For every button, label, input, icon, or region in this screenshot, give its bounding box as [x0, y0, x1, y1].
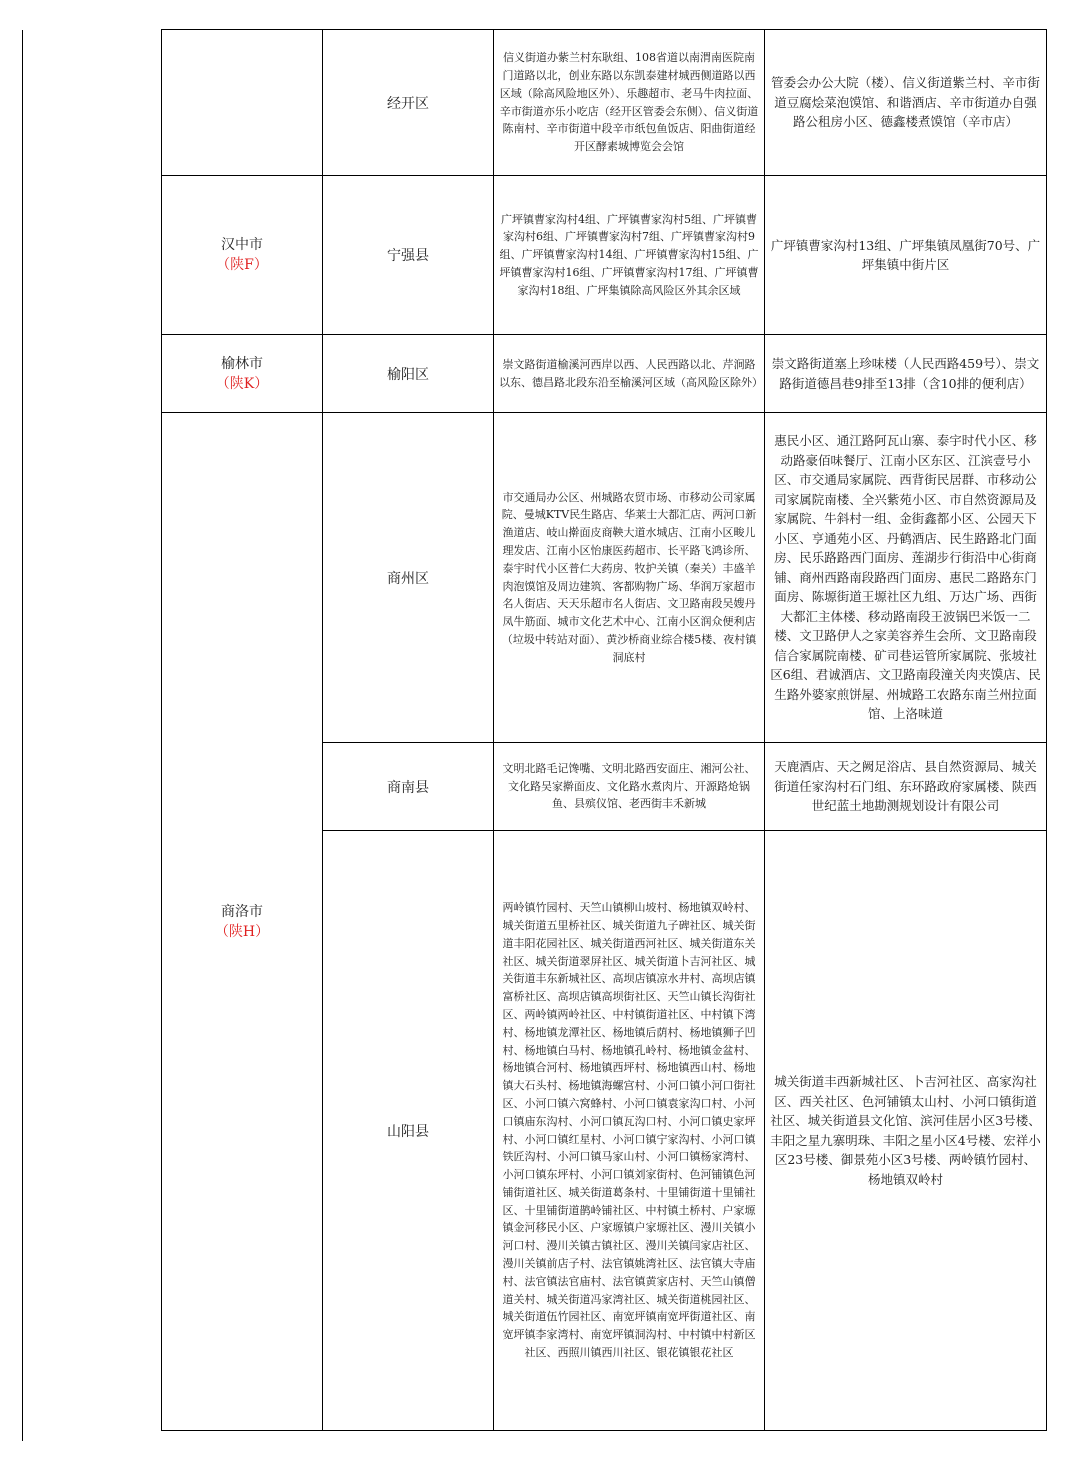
district-cell: 山阳县 — [323, 831, 494, 1431]
high-risk-cell: 文明北路毛记馋嘴、文明北路西安面庄、湘河公社、文化路吴家擀面皮、文化路水煮肉片、开源路炝锅鱼、县殡仪馆、老西街丰禾新城 — [494, 743, 765, 831]
city-name: 汉中市 — [221, 237, 263, 253]
city-cell — [162, 176, 323, 335]
district-cell: 经开区 — [323, 30, 494, 176]
mid-risk-cell: 管委会办公大院（楼）、信义街道紫兰村、辛市街道豆腐烩菜泡馍馆、和谐酒店、辛市街道办自强路公租房小区、德鑫楼煮馍馆（辛市店） — [765, 30, 1047, 176]
district-cell: 宁强县 — [323, 176, 494, 335]
table-row — [162, 30, 1047, 176]
city-cell — [162, 413, 323, 1431]
district-cell: 商南县 — [323, 743, 494, 831]
mid-risk-cell: 城关街道丰西新城社区、卜吉河社区、高家沟社区、西关社区、色河铺镇太山村、小河口镇街道社区、城关街道县文化馆、滨河佳居小区3号楼、丰阳之星九寨明珠、丰阳之星小区4号楼、宏祥小区23号楼、御景苑小区3号楼、两岭镇竹园村、杨地镇双岭村 — [765, 831, 1047, 1431]
table-row — [162, 176, 1047, 335]
city-cell — [162, 335, 323, 413]
risk-area-table — [161, 29, 1047, 1431]
district-cell: 商州区 — [323, 413, 494, 743]
mid-risk-cell: 崇文路街道塞上珍味楼（人民西路459号）、崇文路街道德昌巷9排至13排（含10排的便利店） — [765, 335, 1047, 413]
city-cell-empty — [162, 30, 323, 176]
mid-risk-cell: 广坪镇曹家沟村13组、广坪集镇凤凰街70号、广坪集镇中街片区 — [765, 176, 1047, 335]
table-row — [162, 335, 1047, 413]
mid-risk-cell: 天鹿酒店、天之阙足浴店、县自然资源局、城关街道任家沟村石门组、东环路政府家属楼、陕西世纪蓝土地勘测规划设计有限公司 — [765, 743, 1047, 831]
high-risk-cell: 市交通局办公区、州城路农贸市场、市移动公司家属院、曼城KTV民生路店、华莱士大都汇店、两河口新渔道店、岐山擀面皮商鞅大道水城店、江南小区畯儿理发店、江南小区怡康医药超市、长平路飞鸿诊所、泰宇时代小区普仁大药房、牧护关镇（秦关）丰盛羊肉泡馍馆及周边建筑、客都购物广场、华润万家超市名人街店、天天乐超市名人街店、文卫路南段吴嫂丹凤牛筋面、城市文化艺术中心、江南小区润众便利店（垃圾中转站对面）、黄沙桥商业综合楼5楼、夜村镇洞底村 — [494, 413, 765, 743]
table-row — [162, 413, 1047, 743]
high-risk-cell: 广坪镇曹家沟村4组、广坪镇曹家沟村5组、广坪镇曹家沟村6组、广坪镇曹家沟村7组、广坪镇曹家沟村9组、广坪镇曹家沟村14组、广坪镇曹家沟村15组、广坪镇曹家沟村16组、广坪镇曹家沟村17组、广坪镇曹家沟村18组、广坪集镇除高风险区外其余区域 — [494, 176, 765, 335]
city-name: 商洛市 — [221, 903, 263, 920]
plate-code: （陕F） — [216, 257, 268, 273]
plate-code: （陕K） — [215, 375, 269, 392]
plate-code: （陕H） — [214, 923, 270, 940]
high-risk-cell: 崇文路街道榆溪河西岸以西、人民西路以北、芹涧路以东、德昌路北段东沿至榆溪河区域（高风险区除外） — [494, 335, 765, 413]
district-cell: 榆阳区 — [323, 335, 494, 413]
left-vertical-rule — [22, 30, 23, 1441]
mid-risk-cell: 惠民小区、通江路阿瓦山寨、泰宇时代小区、移动路豪佰味餐厅、江南小区东区、江滨壹号小区、市交通局家属院、西背街民居群、市移动公司家属院南楼、全兴紫苑小区、市自然资源局及家属院、牛斜村一组、金街鑫都小区、公园天下小区、亨通苑小区、丹鹤酒店、民生路路北门面房、民乐路路西门面房、莲湖步行街沿中心街商铺、商州西路南段路西门面房、惠民二路路东门面房、陈塬街道王塬社区九组、万达广场、西街大都汇主体楼、移动路南段王波锅巴米饭一二楼、文卫路伊人之家美容养生会所、文卫路南段信合家属院南楼、矿司巷运管所家属院、张坡社区6组、君诚酒店、文卫路南段潼关肉夹馍店、民生路外婆家煎饼屋、州城路工农路东南兰州拉面馆、上洛味道 — [765, 413, 1047, 743]
high-risk-cell: 信义街道办紫兰村东耿组、108省道以南渭南医院南门道路以北，创业东路以东凯泰建材城西侧道路以西区域（除高风险地区外）、乐趣超市、老马牛肉拉面、辛市街道亦乐小吃店（经开区管委会东侧）、信义街道陈南村、辛市街道中段辛市纸包鱼饭店、阳曲街道经开区酵素城博览会会馆 — [494, 30, 765, 176]
high-risk-cell: 两岭镇竹园村、天竺山镇柳山坡村、杨地镇双岭村、城关街道五里桥社区、城关街道九子碑社区、城关街道丰阳花园社区、城关街道西河社区、城关街道东关社区、城关街道翠屏社区、城关街道卜吉河社区、城关街道丰东新城社区、高坝店镇凉水井村、高坝店镇富桥社区、高坝店镇高坝街社区、天竺山镇长沟街社区、两岭镇两岭社区、中村镇街道社区、中村镇下湾村、杨地镇龙潭社区、杨地镇后荫村、杨地镇狮子凹村、杨地镇白马村、杨地镇孔岭村、杨地镇金盆村、杨地镇合河村、杨地镇西坪村、杨地镇西山村、杨地镇大石头村、杨地镇海螺宫村、小河口镇小河口街社区、小河口镇六窝蜂村、小河口镇袁家沟口村、小河口镇庙东沟村、小河口镇瓦沟口村、小河口镇史家坪村、小河口镇红星村、小河口镇宁家沟村、小河口镇铁匠沟村、小河口镇马家山村、小河口镇杨家湾村、小河口镇东坪村、小河口镇刘家街村、色河铺镇色河铺街道社区、城关街道葛条村、十里铺街道十里铺社区、十里铺街道鹊岭铺社区、中村镇土桥村、户家塬镇金河移民小区、户家塬镇户家塬社区、漫川关镇小河口村、漫川关镇古镇社区、漫川关镇闫家店社区、漫川关镇前店子村、法官镇姚湾社区、法官镇大寺庙村、法官镇法官庙村、法官镇黄家店村、天竺山镇僧道关村、城关街道冯家湾社区、城关街道桃园社区、城关街道伍竹园社区、南宽坪镇南宽坪街道社区、南宽坪镇李家湾村、南宽坪镇洞沟村、中村镇中村新区社区、西照川镇西川社区、银花镇银花社区 — [494, 831, 765, 1431]
city-name: 榆林市 — [221, 355, 263, 372]
